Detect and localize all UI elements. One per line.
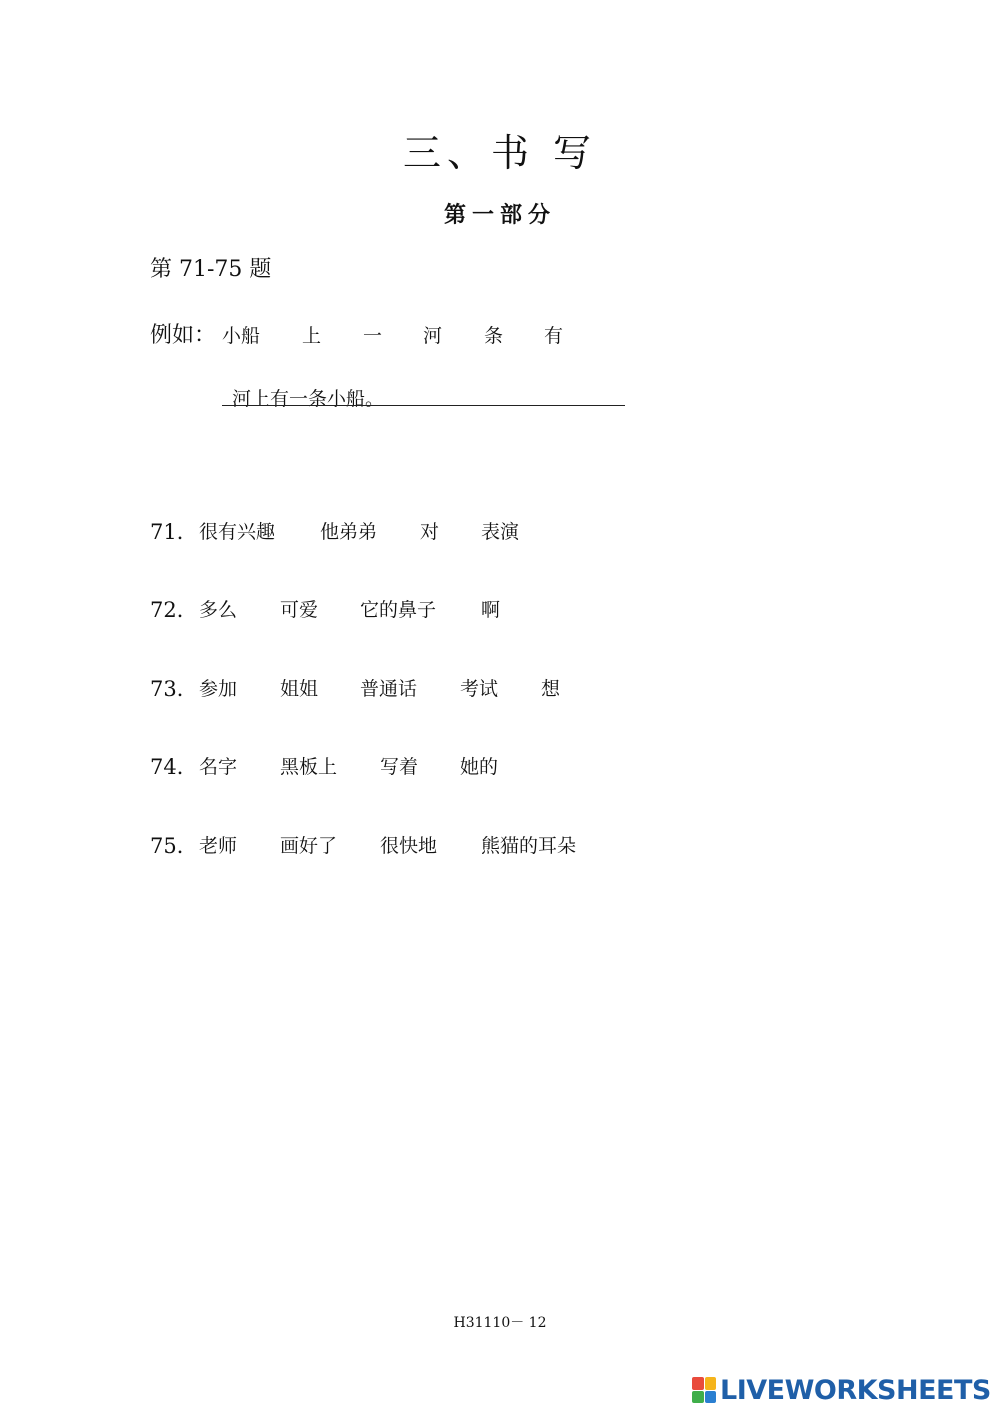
- question-word: 啊: [481, 599, 501, 621]
- question-word: 写着: [380, 756, 419, 778]
- question-number: 73．: [150, 677, 198, 701]
- example-word: 条: [484, 325, 504, 347]
- question-word: 想: [541, 678, 561, 700]
- question-number: 71．: [150, 520, 198, 544]
- example-word: 一: [363, 325, 383, 347]
- question-word: 熊猫的耳朵: [481, 835, 577, 857]
- section-title: 三、书 写: [402, 131, 598, 175]
- question-word: 它的鼻子: [360, 599, 437, 621]
- liveworksheets-watermark: [692, 1374, 991, 1406]
- example-answer: 河上有一条小船。: [232, 388, 385, 410]
- logo-square: [692, 1377, 704, 1390]
- question-word: 画好了: [280, 835, 338, 857]
- page-footer: H31110－ 12: [453, 1315, 547, 1331]
- question-word: 考试: [460, 678, 499, 700]
- question-word: 多么: [199, 599, 238, 621]
- liveworksheets-logo-icon: [692, 1377, 716, 1403]
- question-word: 对: [420, 521, 440, 543]
- logo-square: [692, 1391, 704, 1404]
- part-title: 第一部分: [443, 203, 556, 228]
- question-word: 参加: [199, 678, 238, 700]
- question-number: 72．: [150, 598, 198, 622]
- question-word: 普通话: [360, 678, 418, 700]
- question-number: 74．: [150, 755, 198, 779]
- example-word: 有: [544, 325, 564, 347]
- logo-square: [705, 1391, 717, 1404]
- question-number: 75．: [150, 834, 198, 858]
- question-word: 很有兴趣: [199, 521, 276, 543]
- example-label: 例如：: [150, 323, 217, 348]
- question-word: 可爱: [280, 599, 319, 621]
- watermark-text: LIVEWORKSHEETS: [720, 1374, 991, 1406]
- question-word: 她的: [460, 756, 499, 778]
- answer-line: [222, 405, 625, 406]
- question-word: 他弟弟: [320, 521, 378, 543]
- question-word: 老师: [199, 835, 238, 857]
- question-range: 第 71-75 题: [150, 257, 272, 282]
- question-word: 黑板上: [280, 756, 338, 778]
- example-word: 小船: [222, 325, 261, 347]
- question-word: 很快地: [380, 835, 438, 857]
- example-word: 河: [423, 325, 443, 347]
- question-word: 姐姐: [280, 678, 319, 700]
- logo-square: [705, 1377, 717, 1390]
- example-word: 上: [302, 325, 322, 347]
- question-word: 表演: [481, 521, 520, 543]
- question-word: 名字: [199, 756, 238, 778]
